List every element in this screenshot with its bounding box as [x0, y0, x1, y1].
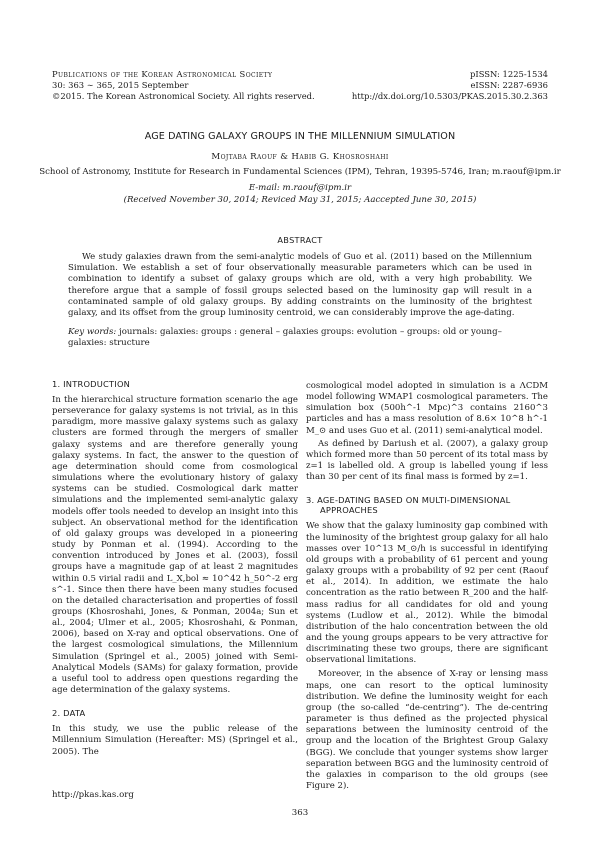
- footer-url[interactable]: http://pkas.kas.org: [52, 790, 134, 800]
- agedating-heading-line1: 3. AGE-DATING BASED ON MULTI-DIMENSIONAL: [306, 495, 511, 506]
- data-text: In this study, we use the public release of the Millennium Simulation (Hereafter: MS) (Springel et al., 2005). The: [52, 724, 298, 757]
- running-header-right: [352, 69, 548, 103]
- journal-name: Publications of the Korean Astronomical Society: [52, 69, 273, 79]
- received-dates: (Received November 30, 2014; Reviced May 31, 2015; Aaccepted June 30, 2015): [123, 195, 477, 205]
- paper-title: AGE DATING GALAXY GROUPS IN THE MILLENNIUM SIMULATION: [144, 131, 456, 142]
- keywords-label: Key words:: [68, 327, 117, 337]
- doi-link[interactable]: http://dx.doi.org/10.5303/PKAS.2015.30.2.363: [351, 91, 548, 102]
- authors: Mojtaba Raouf & Habib G. Khosroshahi: [211, 152, 389, 162]
- data-heading: 2. DATA: [52, 708, 86, 719]
- pissn: pISSN: 1225-1534: [470, 69, 548, 79]
- eissn: eISSN: 2287-6936: [470, 80, 548, 91]
- right-column: [306, 381, 548, 792]
- author-email[interactable]: E-mail: m.raouf@ipm.ir: [248, 183, 352, 193]
- abstract-text: We study galaxies drawn from the semi-analytic models of Guo et al. (2011) based on the Millennium Simulation. We establish a set of four observationally measurable parameters which can be used in combination to identify a subset of galaxy groups which are old, with a very high probability. We therefore argue that a sample of fossil groups selected based on the luminosity gap will result in a contaminated sample of old galaxy groups. By adding constraints on the luminosity of the brightest galaxy, and its offset from the group luminosity centroid, we can considerably improve the age-dating.: [68, 252, 532, 319]
- cosmology-text: cosmological model adopted in simulation is a ΛCDM model following WMAP1 cosmological parameters. The simulation box (500h^-1 Mpc)^3 contains 2160^3 particles and has a mass resolution of 8.6× 10^8 h^-1 M_⊙ and uses Guo et al. (2011) semi-analytical model.: [306, 381, 548, 436]
- abstract-heading: ABSTRACT: [277, 235, 323, 245]
- affiliation: School of Astronomy, Institute for Research in Fundamental Sciences (IPM), Tehran, 19395-5746, Iran; m.raouf@ipm.ir: [39, 167, 561, 177]
- intro-text: In the hierarchical structure formation scenario the age perseverance for galaxy systems is not trivial, as in this paradigm, more massive galaxy systems such as galaxy clusters are formed through the mergers of smaller galaxy systems and are therefore generally young galaxy systems. In fact, the answer to the question of age determination should come from cosmological simulations where the evolutionary history of galaxy systems can be studied. Cosmological dark matter simulations and the implemented semi-analytic galaxy models offer tools needed to develop an insight into this subject. An observational method for the identification of old galaxy groups was developed in a pioneering study by Ponman et al. (1994). According to the convention introduced by Jones et al. (2003), fossil groups have a magnitude gap of at least 2 magnitudes within 0.5 virial radii and L_X,bol ≈ 10^42 h_50^-2 erg s^-1. Since then there have been many studies focused on the detailed characterisation and properties of fossil groups (Khosroshahi, Jones, & Ponman, 2004a; Sun et al., 2004; Ulmer et al., 2005; Khosroshahi, & Ponman, 2006), based on X-ray and optical observations. One of the largest cosmological simulations, the Millennium Simulation (Springel et al., 2005) joined with Semi-Analytical Models (SAMs) for galaxy formation, provide a useful tool to address open questions regarding the age determination of the galaxy systems.: [52, 395, 298, 696]
- agedating-heading-line2: APPROACHES: [320, 505, 378, 516]
- intro-heading: 1. INTRODUCTION: [52, 379, 131, 389]
- agedating-text-1: We show that the galaxy luminosity gap combined with the luminosity of the brightest group galaxy for all halo masses over 10^13 M_⊙/h is successful in identifying old groups with a probability of 61 percent and young galaxy groups with a probability of 92 per cent (Raouf et al., 2014). In addition, we estimate the halo concentration as the ratio between R_200 and the half-mass radius for all candidates for old and young systems (Ludlow et al., 2012). While the bimodal distribution of the halo concentration between the old and the young groups appears to be very attractive for discriminating these two groups, there are significant observational limitations.: [306, 521, 548, 666]
- running-header-left: [52, 69, 315, 103]
- page-number: 363: [291, 808, 309, 818]
- keywords: [68, 327, 532, 349]
- keywords-text: journals: galaxies: groups : general – galaxies groups: evolution – groups: old or young– galaxies: structure: [68, 327, 502, 349]
- left-column: [52, 379, 298, 758]
- volume-line: 30: 363 ∼ 365, 2015 September: [52, 80, 189, 91]
- agedating-text-2: Moreover, in the absence of X-ray or lensing mass maps, one can resort to the optical luminosity distribution. We define the luminosity weight for each group (the so-called “de-centring”). The de-centring parameter is thus defined as the projected physical separations between the luminosity centroid of the group and the location of the Brightest Group Galaxy (BGG). We conclude that younger systems show larger separation between BGG and the luminosity centroid of the galaxies in comparison to the old groups (see Figure 2).: [306, 669, 548, 791]
- group-definition-text: As defined by Dariush et al. (2007), a galaxy group which formed more than 50 percent of its total mass by z=1 is labelled old. A group is labelled young if less than 30 per cent of its final mass is formed by z=1.: [306, 438, 548, 483]
- copyright-line: ©2015. The Korean Astronomical Society. All rights reserved.: [52, 91, 315, 102]
